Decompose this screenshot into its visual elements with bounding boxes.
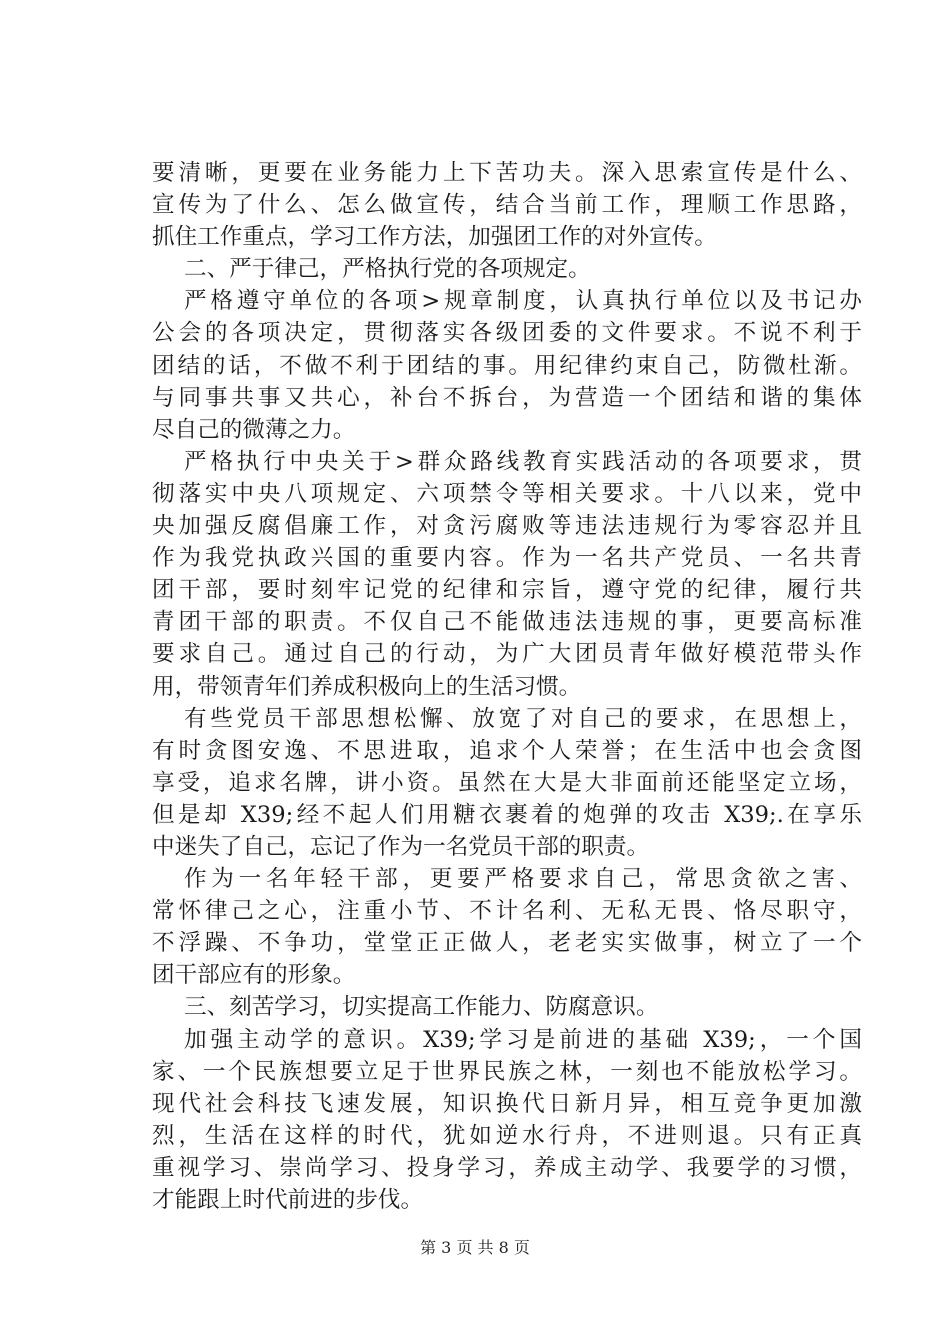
text-line: 团干部，要时刻牢记党的纪律和宗旨，遵守党的纪律，履行共 — [152, 577, 862, 604]
text-line: 有时贪图安逸、不思进取，追求个人荣誉；在生活中也会贪图 — [152, 737, 862, 764]
text-line: 严格遵守单位的各项>规章制度，认真执行单位以及书记办 — [184, 288, 862, 315]
text-line: 现代社会科技飞速发展，知识换代日新月异，相互竞争更加激 — [152, 1090, 862, 1117]
text-line: 常怀律己之心，注重小节、不计名利、无私无畏、恪尽职守， — [152, 898, 862, 925]
text-line: 尽自己的微薄之力。 — [152, 416, 356, 443]
text-line: 不浮躁、不争功，堂堂正正做人，老老实实做事，树立了一个 — [152, 930, 862, 957]
text-line: 彻落实中央八项规定、六项禁令等相关要求。十八以来，党中 — [152, 480, 862, 507]
text-line: 抓住工作重点，学习工作方法，加强团工作的对外宣传。 — [152, 224, 717, 251]
text-line: 团结的话，不做不利于团结的事。用纪律约束自己，防微杜渐。 — [152, 352, 862, 379]
text-line: 加强主动学的意识。X39;学习是前进的基础 X39;，一个国 — [184, 1026, 862, 1053]
text-line: 家、一个民族想要立足于世界民族之林，一刻也不能放松学习。 — [152, 1058, 862, 1085]
page-footer: 第 3 页 共 8 页 — [420, 1238, 530, 1257]
text-line: 作为我党执政兴国的重要内容。作为一名共产党员、一名共青 — [152, 545, 862, 572]
document-body — [152, 157, 862, 1216]
text-line: 团干部应有的形象。 — [152, 962, 356, 989]
text-line: 严格执行中央关于>群众路线教育实践活动的各项要求，贯 — [184, 448, 862, 475]
text-line: 与同事共事又共心，补台不拆台，为营造一个团结和谐的集体 — [152, 384, 862, 411]
text-line: 作为一名年轻干部，更要严格要求自己，常思贪欲之害、 — [184, 866, 862, 893]
text-line: 重视学习、崇尚学习、投身学习，养成主动学、我要学的习惯， — [152, 1154, 862, 1181]
text-line: 烈，生活在这样的时代，犹如逆水行舟，不进则退。只有正真 — [152, 1122, 862, 1149]
text-line: 二、严于律己，严格执行党的各项规定。 — [184, 256, 591, 283]
text-line: 中迷失了自己，忘记了作为一名党员干部的职责。 — [152, 833, 650, 860]
text-line: 宣传为了什么、怎么做宣传，结合当前工作，理顺工作思路， — [152, 192, 862, 219]
text-line: 三、刻苦学习，切实提高工作能力、防腐意识。 — [184, 994, 659, 1021]
text-line: 用，带领青年们养成积极向上的生活习惯。 — [152, 673, 582, 700]
text-line: 公会的各项决定，贯彻落实各级团委的文件要求。不说不利于 — [152, 320, 862, 347]
text-line: 但是却 X39;经不起人们用糖衣裹着的炮弹的攻击 X39;.在享乐 — [152, 801, 862, 828]
text-line: 享受，追求名牌，讲小资。虽然在大是大非面前还能坚定立场， — [152, 769, 862, 796]
text-line: 有些党员干部思想松懈、放宽了对自己的要求，在思想上， — [184, 705, 862, 732]
text-line: 才能跟上时代前进的步伐。 — [152, 1187, 424, 1213]
text-line: 央加强反腐倡廉工作，对贪污腐败等违法违规行为零容忍并且 — [152, 513, 862, 540]
text-line: 要清晰，更要在业务能力上下苦功夫。深入思索宣传是什么、 — [152, 160, 862, 186]
text-line: 青团干部的职责。不仅自己不能做违法违规的事，更要高标准 — [152, 609, 862, 636]
text-line: 要求自己。通过自己的行动，为广大团员青年做好模范带头作 — [152, 641, 862, 668]
